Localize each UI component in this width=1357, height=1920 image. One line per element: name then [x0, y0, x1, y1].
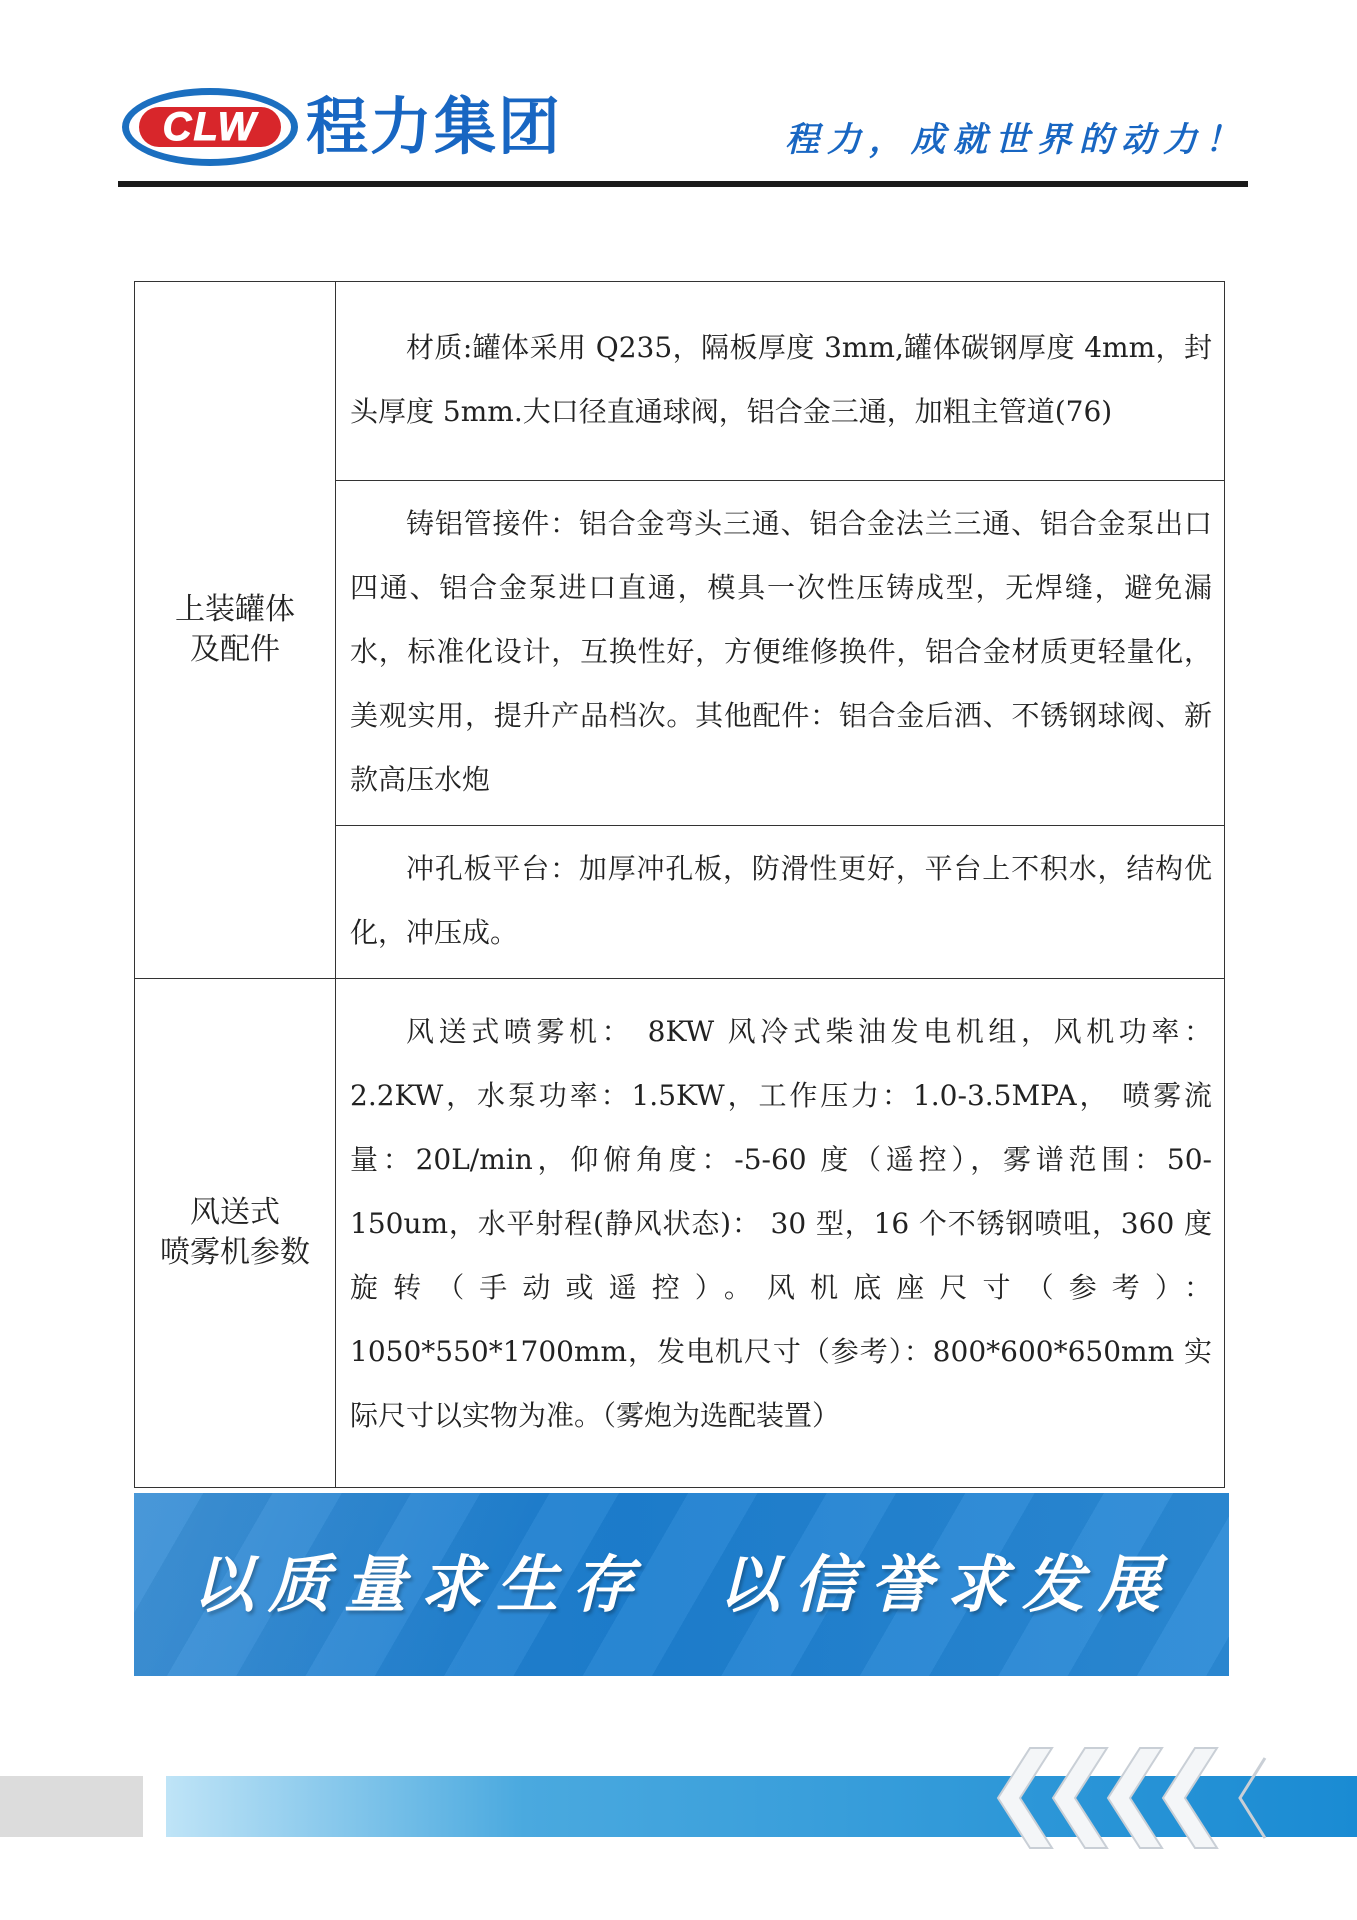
company-slogan: 程力，成就世界的动力！ — [785, 120, 1247, 160]
spec-description: 风送式喷雾机： 8KW 风冷式柴油发电机组，风机功率：2.2KW，水泵功率：1.5KW，工作压力：1.0-3.5MPA， 喷雾流量：20L/min，仰俯角度：-5-60 度（遥控），雾谱范围：50-150um，水平射程(静风状态)： 30 型，16 个不锈钢喷咀，360 度旋转（手动或遥控）。风机底座尺寸（参考）：1050*550*1700mm，发电机尺寸（参考）：800*600*650mm 实际尺寸以实物为准。（雾炮为选配装置） — [336, 979, 1225, 1488]
company-logo — [122, 88, 298, 166]
header-divider — [118, 181, 1248, 187]
company-name: 程力集团 — [306, 90, 563, 163]
motto-banner — [134, 1493, 1229, 1676]
category-cell-sprayer — [135, 979, 336, 1488]
motto-quality: 以质量求生存 — [192, 1548, 649, 1621]
category-cell-tank — [135, 282, 336, 979]
logo-text: CLW — [162, 104, 258, 149]
category-label-line: 喷雾机参数 — [160, 1235, 310, 1270]
category-label-line: 上装罐体 — [175, 592, 295, 627]
category-label-line: 风送式 — [190, 1195, 280, 1230]
category-label-line: 及配件 — [190, 632, 280, 667]
page-header — [0, 0, 1357, 200]
spec-description: 冲孔板平台：加厚冲孔板，防滑性更好，平台上不积水，结构优化，冲压成。 — [336, 826, 1225, 979]
spec-table — [134, 281, 1225, 1488]
table-row — [135, 979, 1225, 1488]
motto-reputation: 以信誉求发展 — [718, 1548, 1175, 1621]
spec-description: 材质:罐体采用 Q235，隔板厚度 3mm,罐体碳钢厚度 4mm，封头厚度 5mm.大口径直通球阀，铝合金三通，加粗主管道(76) — [336, 282, 1225, 481]
chevron-arrows-icon — [990, 1738, 1290, 1858]
logo-badge — [139, 104, 281, 149]
footer-gray-bar — [0, 1776, 143, 1837]
spec-description: 铸铝管接件：铝合金弯头三通、铝合金法兰三通、铝合金泵出口四通、铝合金泵进口直通，模具一次性压铸成型，无焊缝，避免漏水，标准化设计，互换性好，方便维修换件，铝合金材质更轻量化，美观实用，提升产品档次。其他配件：铝合金后洒、不锈钢球阀、新款高压水炮 — [336, 481, 1225, 826]
table-row — [135, 282, 1225, 481]
